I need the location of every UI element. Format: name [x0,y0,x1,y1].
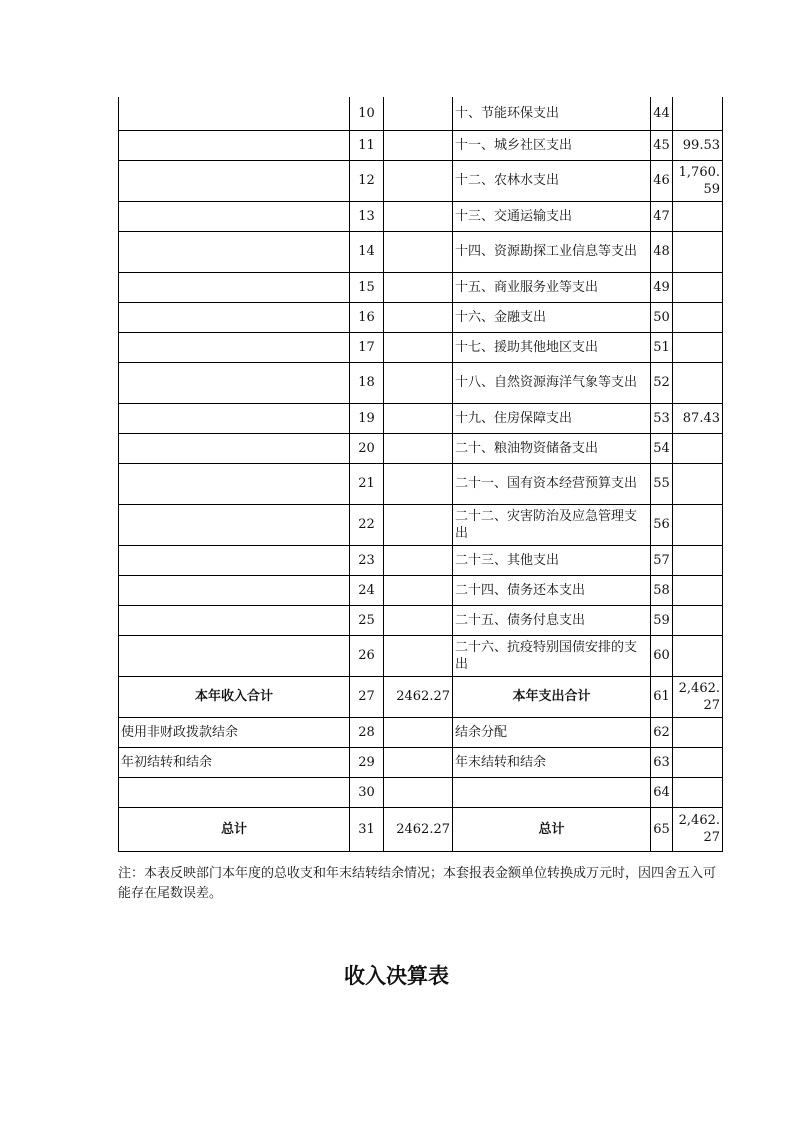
expense-item-cell: 十四、资源勘探工业信息等支出 [453,231,651,272]
expense-amount-cell [673,272,723,302]
income-item-cell [119,332,350,362]
expense-item-cell: 二十三、其他支出 [453,545,651,575]
expense-row-number-cell: 63 [651,747,673,777]
income-amount-cell [384,272,453,302]
income-row-number-cell: 24 [350,575,384,605]
table-row [119,302,723,332]
income-row-number-cell: 16 [350,302,384,332]
income-row-number-cell: 13 [350,201,384,231]
table-row [119,807,723,851]
expense-amount-cell [673,201,723,231]
income-item-cell [119,160,350,201]
table-row [119,463,723,504]
expense-item-cell: 十八、自然资源海洋气象等支出 [453,362,651,403]
table-row [119,332,723,362]
expense-row-number-cell: 49 [651,272,673,302]
income-item-cell [119,545,350,575]
table-row [119,403,723,433]
expense-item-cell: 十、节能环保支出 [453,97,651,130]
expense-amount-cell [673,302,723,332]
table-row [119,575,723,605]
table-row [119,777,723,807]
income-amount-cell [384,463,453,504]
expense-row-number-cell: 47 [651,201,673,231]
expense-amount-cell: 87.43 [673,403,723,433]
table-row [119,635,723,676]
income-amount-cell [384,777,453,807]
income-row-number-cell: 12 [350,160,384,201]
income-row-number-cell: 18 [350,362,384,403]
expense-amount-cell [673,717,723,747]
expense-row-number-cell: 53 [651,403,673,433]
income-row-number-cell: 31 [350,807,384,851]
income-item-cell [119,635,350,676]
income-row-number-cell: 14 [350,231,384,272]
income-row-number-cell: 17 [350,332,384,362]
expense-item-cell: 二十五、债务付息支出 [453,605,651,635]
income-row-number-cell: 30 [350,777,384,807]
income-item-cell [119,777,350,807]
expense-amount-cell [673,777,723,807]
expense-row-number-cell: 55 [651,463,673,504]
income-amount-cell [384,747,453,777]
expense-item-cell: 年末结转和结余 [453,747,651,777]
income-item-cell: 年初结转和结余 [119,747,350,777]
table-row [119,545,723,575]
expense-amount-cell [673,575,723,605]
income-amount-cell: 2462.27 [384,807,453,851]
expense-item-cell: 十九、住房保障支出 [453,403,651,433]
expense-item-cell: 二十二、灾害防治及应急管理支出 [453,504,651,545]
expense-item-cell: 二十四、债务还本支出 [453,575,651,605]
expense-amount-cell [673,97,723,130]
income-row-number-cell: 15 [350,272,384,302]
income-item-cell [119,362,350,403]
income-amount-cell [384,605,453,635]
expense-amount-cell [673,231,723,272]
income-row-number-cell: 23 [350,545,384,575]
income-amount-cell [384,433,453,463]
expense-item-cell: 十七、援助其他地区支出 [453,332,651,362]
expense-row-number-cell: 65 [651,807,673,851]
income-row-number-cell: 28 [350,717,384,747]
expense-row-number-cell: 58 [651,575,673,605]
income-row-number-cell: 25 [350,605,384,635]
expense-row-number-cell: 48 [651,231,673,272]
income-amount-cell [384,97,453,130]
expense-row-number-cell: 59 [651,605,673,635]
expense-item-cell: 二十一、国有资本经营预算支出 [453,463,651,504]
expense-amount-cell [673,747,723,777]
income-item-cell [119,433,350,463]
final-accounts-table [118,97,723,852]
expense-row-number-cell: 61 [651,676,673,717]
income-item-cell: 本年收入合计 [119,676,350,717]
income-amount-cell [384,201,453,231]
income-item-cell: 总计 [119,807,350,851]
expense-item-cell: 十五、商业服务业等支出 [453,272,651,302]
expense-item-cell: 十一、城乡社区支出 [453,130,651,160]
table-row [119,201,723,231]
income-amount-cell [384,717,453,747]
expense-row-number-cell: 64 [651,777,673,807]
expense-row-number-cell: 52 [651,362,673,403]
expense-row-number-cell: 56 [651,504,673,545]
income-row-number-cell: 11 [350,130,384,160]
expense-amount-cell: 1,760.59 [673,160,723,201]
expense-amount-cell: 2,462.27 [673,807,723,851]
table-row [119,717,723,747]
income-amount-cell [384,130,453,160]
table-row [119,747,723,777]
income-row-number-cell: 21 [350,463,384,504]
income-row-number-cell: 27 [350,676,384,717]
income-amount-cell [384,403,453,433]
income-row-number-cell: 20 [350,433,384,463]
table-body [119,97,723,851]
income-amount-cell: 2462.27 [384,676,453,717]
expense-row-number-cell: 44 [651,97,673,130]
table-row [119,130,723,160]
expense-item-cell: 十三、交通运输支出 [453,201,651,231]
table-footnote: 注：本表反映部门本年度的总收支和年末结转结余情况；本套报表金额单位转换成万元时，因四舍五入可能存在尾数误差。 [118,866,717,901]
income-amount-cell [384,362,453,403]
income-item-cell [119,272,350,302]
expense-item-cell: 二十、粮油物资储备支出 [453,433,651,463]
income-amount-cell [384,635,453,676]
table-row [119,433,723,463]
income-item-cell [119,231,350,272]
income-item-cell [119,463,350,504]
expense-row-number-cell: 60 [651,635,673,676]
income-item-cell [119,403,350,433]
income-amount-cell [384,231,453,272]
income-item-cell [119,201,350,231]
income-row-number-cell: 22 [350,504,384,545]
expense-amount-cell [673,463,723,504]
income-row-number-cell: 19 [350,403,384,433]
table-row [119,160,723,201]
income-item-cell [119,504,350,545]
expense-item-cell: 总计 [453,807,651,851]
expense-row-number-cell: 57 [651,545,673,575]
income-amount-cell [384,332,453,362]
expense-amount-cell [673,332,723,362]
table-row [119,605,723,635]
table-row [119,97,723,130]
expense-amount-cell [673,504,723,545]
expense-row-number-cell: 51 [651,332,673,362]
income-item-cell [119,302,350,332]
expense-amount-cell [673,362,723,403]
table-row [119,362,723,403]
expense-item-cell: 十二、农林水支出 [453,160,651,201]
income-row-number-cell: 29 [350,747,384,777]
expense-amount-cell: 99.53 [673,130,723,160]
expense-item-cell: 结余分配 [453,717,651,747]
expense-item-cell: 二十六、抗疫特别国债安排的支出 [453,635,651,676]
expense-amount-cell [673,635,723,676]
expense-amount-cell [673,545,723,575]
income-amount-cell [384,160,453,201]
expense-item-cell: 本年支出合计 [453,676,651,717]
expense-row-number-cell: 54 [651,433,673,463]
expense-row-number-cell: 45 [651,130,673,160]
income-amount-cell [384,302,453,332]
income-amount-cell [384,545,453,575]
expense-row-number-cell: 46 [651,160,673,201]
expense-row-number-cell: 62 [651,717,673,747]
expense-row-number-cell: 50 [651,302,673,332]
expense-item-cell: 十六、金融支出 [453,302,651,332]
table-row [119,231,723,272]
expense-item-cell [453,777,651,807]
income-item-cell [119,97,350,130]
income-amount-cell [384,575,453,605]
income-item-cell [119,605,350,635]
income-amount-cell [384,504,453,545]
expense-amount-cell: 2,462.27 [673,676,723,717]
expense-amount-cell [673,605,723,635]
section-title: 收入决算表 [344,964,449,988]
income-item-cell [119,575,350,605]
table-row [119,504,723,545]
income-row-number-cell: 26 [350,635,384,676]
income-item-cell [119,130,350,160]
table-row [119,676,723,717]
income-item-cell: 使用非财政拨款结余 [119,717,350,747]
expense-amount-cell [673,433,723,463]
table-row [119,272,723,302]
income-row-number-cell: 10 [350,97,384,130]
